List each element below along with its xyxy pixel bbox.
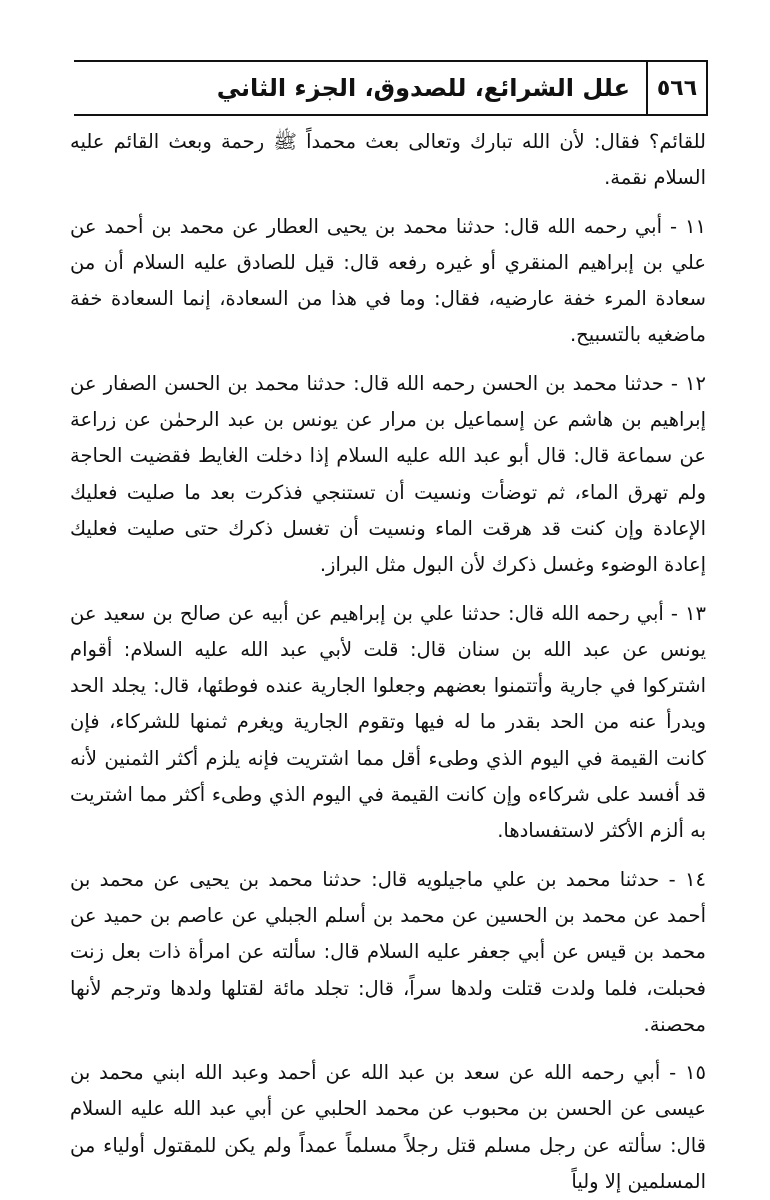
hadith-11: ١١ - أبي رحمه الله قال: حدثنا محمد بن يحيى العطار عن محمد بن أحمد عن علي بن إبراهيم المنقري أو غيره رفعه قال: قيل للصادق عليه السلام أن من سعادة المرء خفة عارضيه، فقال: وما في هذا من السعادة، إنما السعادة خفة ماضغيه بالتسبيح. — [70, 214, 706, 347]
hadith-15: ١٥ - أبي رحمه الله عن سعد بن عبد الله عن أحمد وعبد الله ابني محمد بن عيسى عن الحسن بن محبوب عن محمد الحلبي عن أبي عبد الله عليه السلام قال: سألته عن رجل مسلم قتل رجلاً مسلماً عمداً ولم يكن للمقتول أولياء من المسلمين إلا ولياً — [70, 1061, 706, 1194]
running-title: علل الشرائع، للصدوق، الجزء الثاني — [216, 74, 630, 102]
hadith-14: ١٤ - حدثنا محمد بن علي ماجيلويه قال: حدثنا محمد بن يحيى عن محمد بن أحمد عن محمد بن الحسين عن محمد بن أسلم الجبلي عن عاصم بن حميد عن محمد بن قيس عن أبي جعفر عليه السلام قال: سألته عن امرأة ذات بعل زنت فحبلت، فلما ولدت قتلت ولدها سراً، قال: تجلد مائة لقتلها ولدها وترجم لأنها محصنة. — [70, 867, 706, 1036]
page-number: ٥٦٦ — [646, 62, 708, 114]
page-header — [74, 60, 708, 116]
hadith-13: ١٣ - أبي رحمه الله قال: حدثنا علي بن إبراهيم عن أبيه عن صالح بن سعيد عن يونس عن عبد الله بن سنان قال: قلت لأبي عبد الله عليه السلام: أقوام اشتركوا في جارية وأتتمنوا بعضهم وجعلوا الجارية عنده فوطئها، قال: يجلد الحد ويدرأ عنه من الحد بقدر ما له فيها وتقوم الجارية ويغرم ثمنها للشركاء، فإن كانت القيمة في اليوم الذي وطىء أقل مما اشتريت فإنه يلزم أكثر الثمنين لأنه قد أفسد على شركاءه وإن كانت القيمة في اليوم الذي وطىء أكثر مما اشتريت به ألزم الأكثر لاستفسادها. — [70, 601, 706, 843]
hadith-12: ١٢ - حدثنا محمد بن الحسن رحمه الله قال: حدثنا محمد بن الحسن الصفار عن إبراهيم بن هاشم عن إسماعيل بن مرار عن يونس بن عبد الرحمٰن عن زراعة عن سماعة قال: قال أبو عبد الله عليه السلام إذا دخلت الغايط فقضيت الحاجة ولم تهرق الماء، ثم توضأت ونسيت أن تستنجي فذكرت بعد ما صليت فعليك الإعادة وإن كنت قد هرقت الماء ونسيت أن تغسل ذكرك حتى صليت فعليك إعادة الوضوء وغسل ذكرك لأن البول مثل البراز. — [70, 371, 706, 577]
body-text — [70, 124, 706, 1194]
paragraph-continuation: للقائم؟ فقال: لأن الله تبارك وتعالى بعث محمداً ﷺ رحمة وبعث القائم عليه السلام نقمة. — [70, 130, 706, 190]
